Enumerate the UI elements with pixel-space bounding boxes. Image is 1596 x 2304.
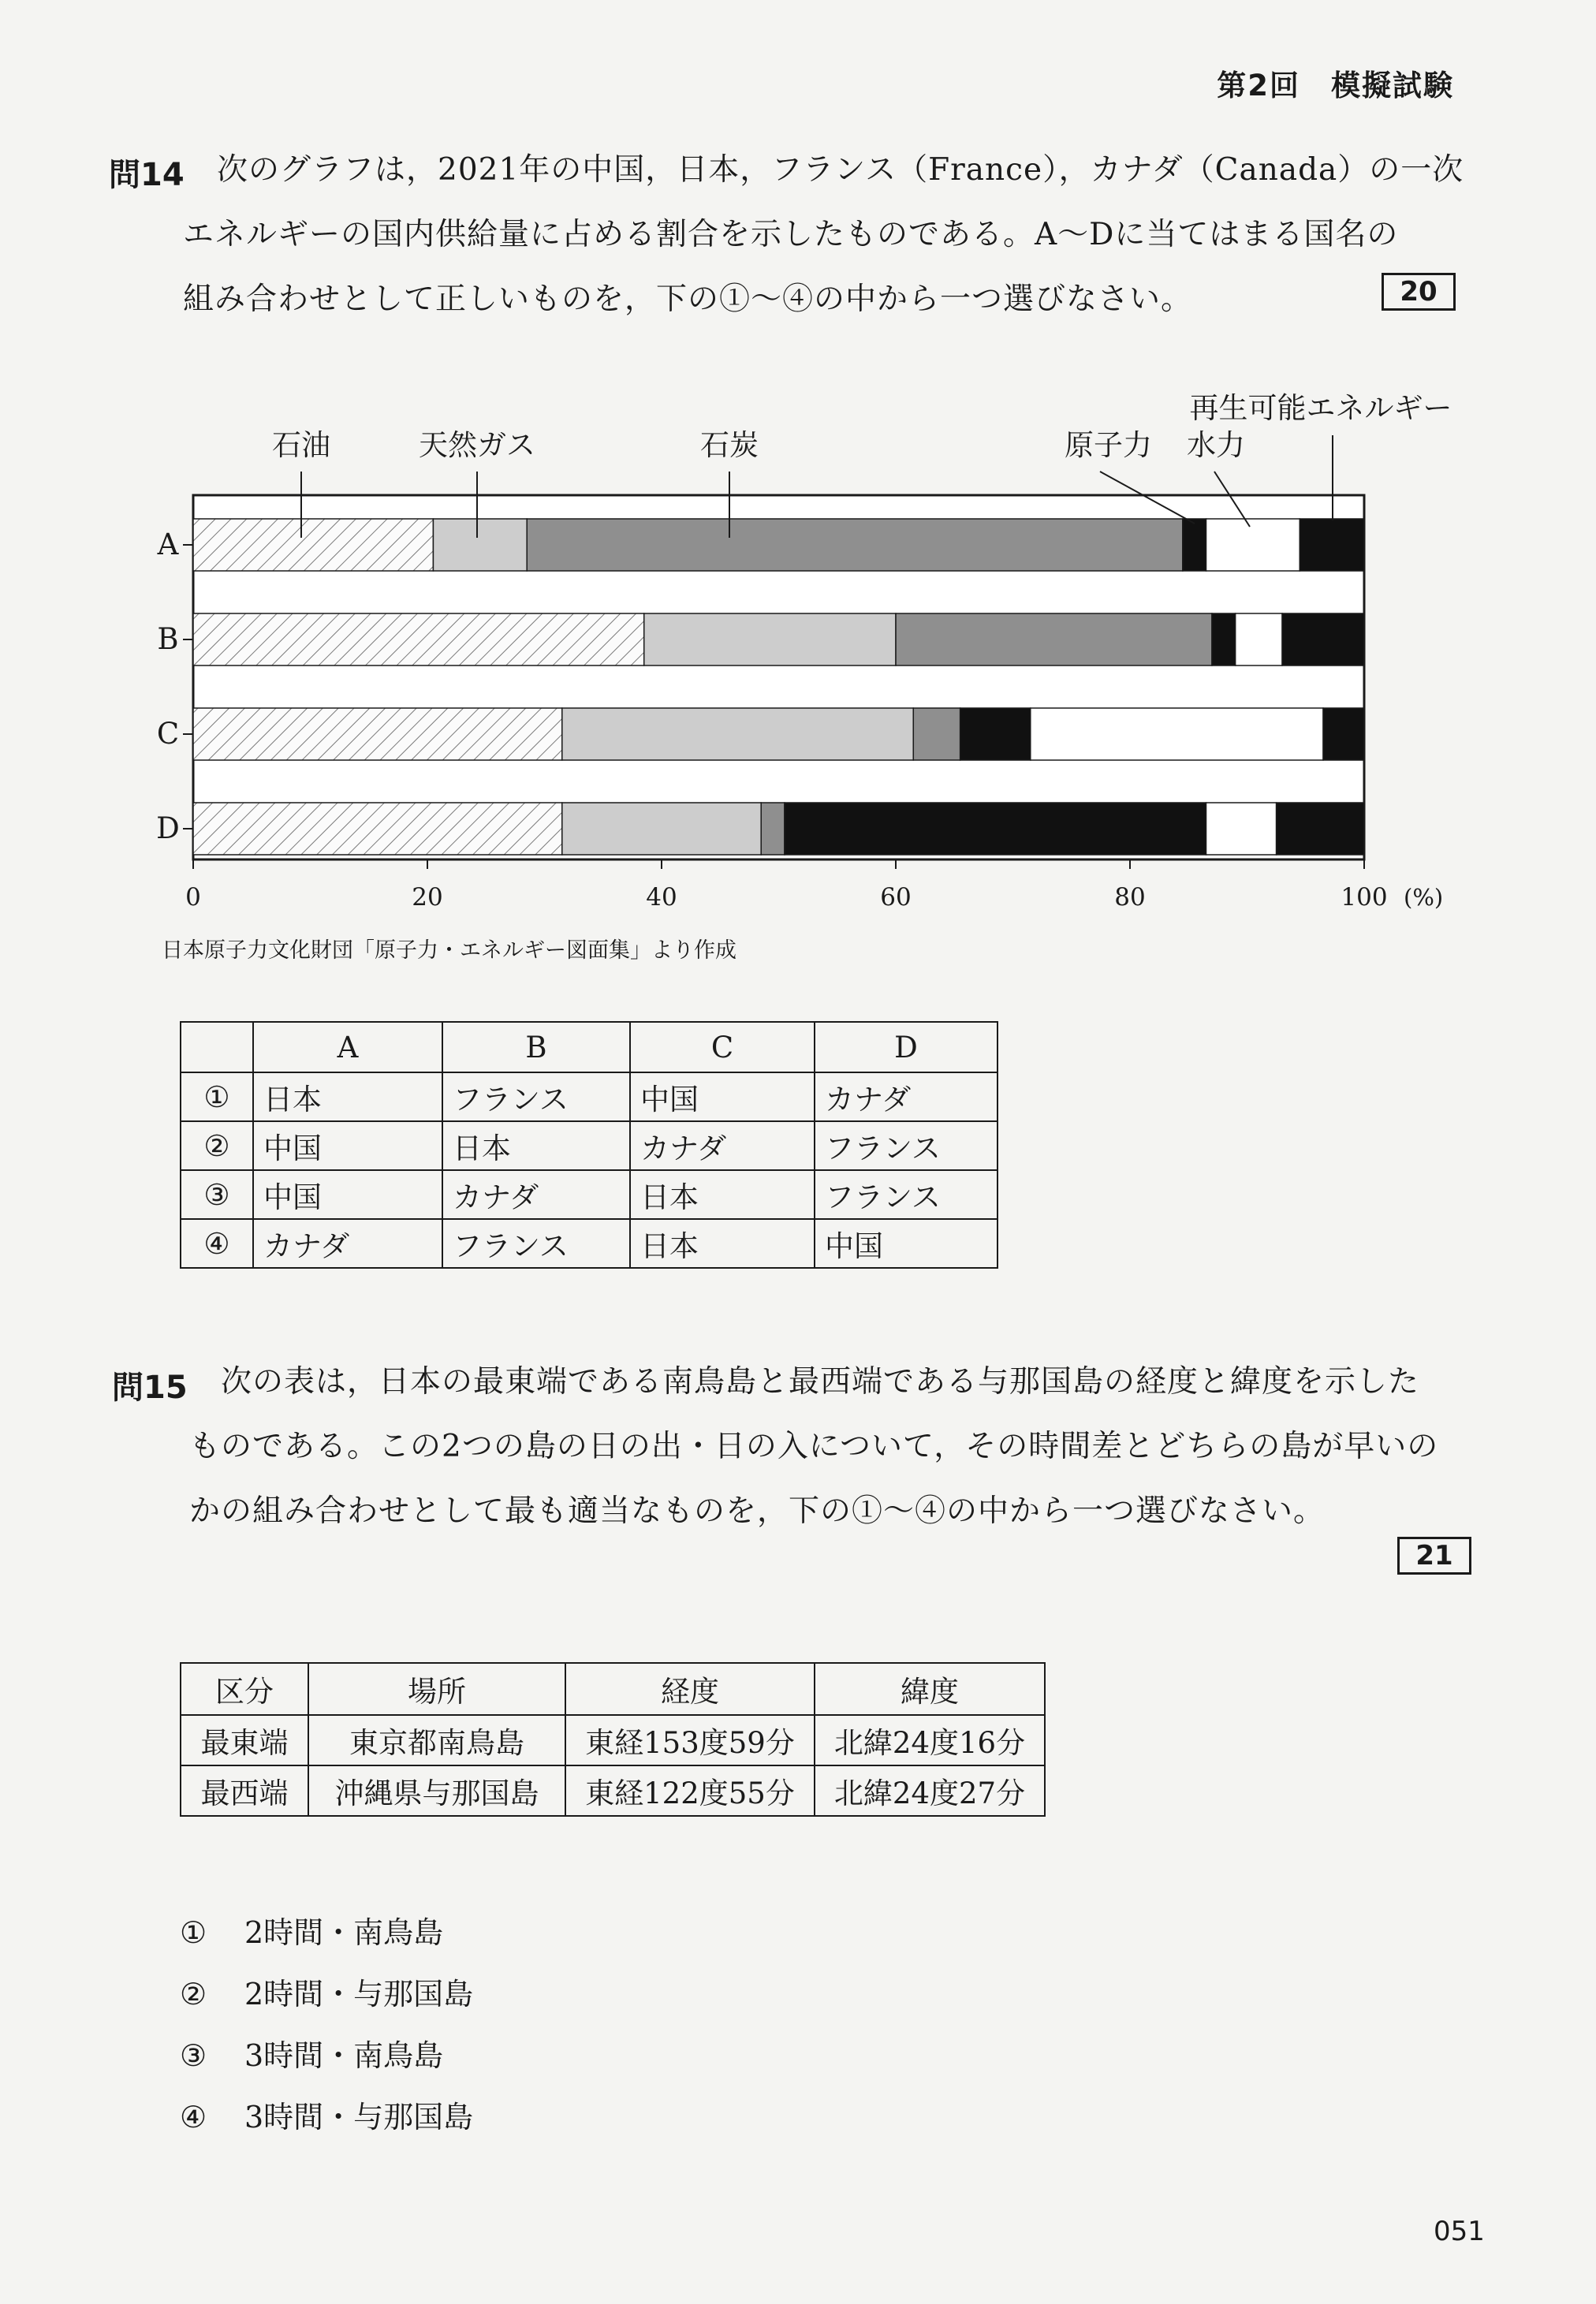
bar-segment-D-1: [562, 803, 761, 855]
bar-segment-C-1: [562, 708, 914, 760]
bar-segment-B-4: [1236, 613, 1282, 665]
bar-segment-D-2: [761, 803, 785, 855]
country-cell: カナダ: [442, 1170, 630, 1219]
q15-coordinates-table: [180, 1662, 1046, 1817]
choice-text: 2時間・与那国島: [244, 1977, 474, 2011]
table-row: [181, 1121, 998, 1170]
choice-mark: ④: [180, 2100, 207, 2134]
option-number-cell: ④: [181, 1219, 253, 1268]
q14-options-table: [180, 1021, 998, 1269]
bar-segment-C-4: [1031, 708, 1323, 760]
choice-item[interactable]: [180, 2031, 443, 2075]
country-cell: 日本: [630, 1170, 815, 1219]
choice-mark: ①: [180, 1915, 207, 1950]
country-cell: カナダ: [253, 1219, 442, 1268]
coordinate-cell: 沖縄県与那国島: [308, 1765, 565, 1816]
x-tick-label: 40: [646, 883, 677, 912]
bar-segment-B-2: [896, 613, 1212, 665]
choice-mark: ③: [180, 2038, 207, 2073]
coordinate-cell: 最東端: [181, 1715, 308, 1765]
country-cell: カナダ: [815, 1072, 998, 1121]
page-number: 051: [1434, 2216, 1485, 2247]
table-header-cell: 区分: [181, 1663, 308, 1715]
coordinate-cell: 北緯24度16分: [815, 1715, 1045, 1765]
coordinate-cell: 北緯24度27分: [815, 1765, 1045, 1816]
bar-segment-A-0: [193, 519, 433, 571]
q15-line-2: ものである。この2つの島の日の出・日の入について，その時間差とどちらの島が早いの: [189, 1429, 1439, 1464]
q14-line-3: 組み合わせとして正しいものを，下の①～④の中から一つ選びなさい。: [183, 281, 1193, 317]
bar-segment-C-5: [1323, 708, 1364, 760]
coordinate-cell: 東京都南鳥島: [308, 1715, 565, 1765]
bar-segment-A-5: [1300, 519, 1364, 571]
choice-text: 3時間・与那国島: [244, 2100, 474, 2134]
table-row: [181, 1072, 998, 1121]
country-cell: 中国: [630, 1072, 815, 1121]
q14-line-2: エネルギーの国内供給量に占める割合を示したものである。A～Dに当てはまる国名の: [183, 217, 1399, 252]
coordinate-cell: 東経122度55分: [565, 1765, 815, 1816]
bar-segment-B-3: [1212, 613, 1236, 665]
choice-text: 3時間・南鳥島: [244, 2038, 444, 2073]
bar-segment-A-1: [433, 519, 527, 571]
country-cell: 中国: [253, 1170, 442, 1219]
bar-segment-B-1: [644, 613, 896, 665]
bar-segment-D-5: [1277, 803, 1364, 855]
q15-number: 問15: [112, 1370, 188, 1406]
legend-label: 原子力: [1065, 428, 1152, 462]
q15-answer-box[interactable]: 21: [1397, 1537, 1471, 1575]
country-cell: フランス: [815, 1170, 998, 1219]
bar-segment-C-3: [960, 708, 1031, 760]
bar-segment-D-3: [785, 803, 1206, 855]
choice-item[interactable]: [180, 1970, 473, 2013]
bar-segment-C-0: [193, 708, 562, 760]
legend-label: 天然ガス: [419, 428, 535, 462]
table-header-cell: 緯度: [815, 1663, 1045, 1715]
country-cell: 日本: [253, 1072, 442, 1121]
legend-label: 水力: [1187, 428, 1245, 462]
option-number-cell: ③: [181, 1170, 253, 1219]
choice-item[interactable]: [180, 2093, 473, 2136]
y-tick-label: C: [156, 717, 180, 751]
page-header: 第2回 模擬試験: [1217, 69, 1454, 103]
x-tick-label: 20: [412, 883, 443, 912]
x-unit-label: (%): [1404, 884, 1444, 911]
table-header-row: [181, 1663, 1045, 1715]
coordinate-cell: 東経153度59分: [565, 1715, 815, 1765]
bar-segment-D-4: [1206, 803, 1277, 855]
x-tick-label: 100: [1341, 883, 1388, 912]
choice-item[interactable]: [180, 1908, 443, 1952]
choice-text: 2時間・南鳥島: [244, 1915, 444, 1950]
table-header-cell: D: [815, 1022, 998, 1072]
choice-mark: ②: [180, 1977, 207, 2011]
energy-supply-chart: [0, 371, 1596, 915]
table-row: [181, 1715, 1045, 1765]
bar-segment-A-2: [527, 519, 1183, 571]
table-header-cell: B: [442, 1022, 630, 1072]
table-header-cell: [181, 1022, 253, 1072]
option-number-cell: ②: [181, 1121, 253, 1170]
country-cell: フランス: [815, 1121, 998, 1170]
table-header-cell: 経度: [565, 1663, 815, 1715]
table-header-cell: C: [630, 1022, 815, 1072]
q15-line-3: かの組み合わせとして最も適当なものを，下の①～④の中から一つ選びなさい。: [189, 1493, 1326, 1529]
q14-line-1: 次のグラフは，2021年の中国，日本，フランス（France），カナダ（Canada）の一次: [217, 152, 1464, 188]
q15-line-1: 次の表は，日本の最東端である南鳥島と最西端である与那国島の経度と緯度を示した: [221, 1364, 1420, 1400]
legend-label: 再生可能エネルギー: [1189, 391, 1452, 425]
legend-label: 石油: [272, 428, 330, 462]
bar-segment-D-0: [193, 803, 562, 855]
table-row: [181, 1170, 998, 1219]
bar-segment-A-4: [1206, 519, 1300, 571]
x-tick-label: 80: [1114, 883, 1146, 912]
table-row: [181, 1219, 998, 1268]
chart-source: 日本原子力文化財団「原子力・エネルギー図面集」より作成: [162, 938, 736, 963]
bar-segment-B-5: [1282, 613, 1364, 665]
y-tick-label: D: [156, 811, 180, 845]
country-cell: カナダ: [630, 1121, 815, 1170]
coordinate-cell: 最西端: [181, 1765, 308, 1816]
bar-segment-A-3: [1183, 519, 1206, 571]
table-header-cell: A: [253, 1022, 442, 1072]
q14-number: 問14: [109, 157, 185, 193]
country-cell: 日本: [630, 1219, 815, 1268]
bar-segment-C-2: [913, 708, 960, 760]
table-row: [181, 1765, 1045, 1816]
table-header-row: [181, 1022, 998, 1072]
y-tick-label: B: [157, 622, 179, 656]
country-cell: フランス: [442, 1072, 630, 1121]
country-cell: フランス: [442, 1219, 630, 1268]
q14-answer-box[interactable]: 20: [1382, 273, 1456, 311]
table-header-cell: 場所: [308, 1663, 565, 1715]
option-number-cell: ①: [181, 1072, 253, 1121]
country-cell: 日本: [442, 1121, 630, 1170]
bar-segment-B-0: [193, 613, 644, 665]
country-cell: 中国: [253, 1121, 442, 1170]
legend-label: 石炭: [700, 428, 759, 462]
y-tick-label: A: [157, 528, 179, 561]
x-tick-label: 60: [880, 883, 912, 912]
x-tick-label: 0: [185, 883, 201, 912]
country-cell: 中国: [815, 1219, 998, 1268]
